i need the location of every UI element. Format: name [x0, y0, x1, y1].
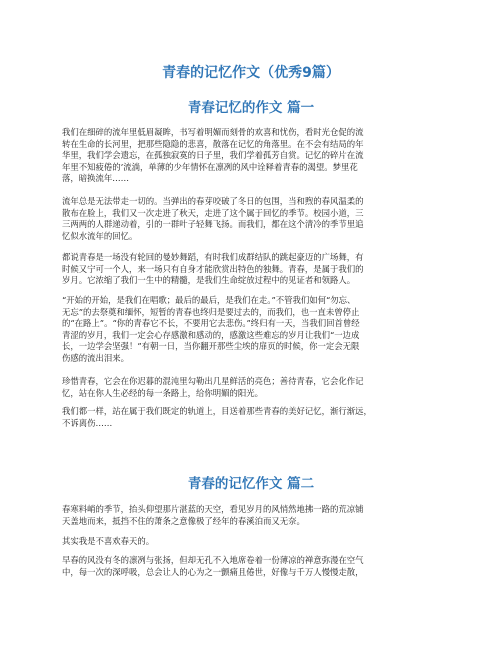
section-heading-1: 青春记忆的作文 篇一	[187, 100, 315, 116]
section-heading-2: 青春的记忆作文 篇二	[187, 476, 315, 492]
text-line: “开始的开始，是我们在唱歌；最后的最后，是我们在走。”不管我们如何“勿忘、	[62, 295, 356, 305]
text-line: 华里，我们学会遗忘，在孤独寂寞的日子里，我们学着孤芳自赏。记忆的碎片在流	[62, 150, 364, 160]
text-line: 无忘”的去祭奠和缅怀，短暂的青春也终归是要过去的，而我们，也一直未曾停止	[62, 306, 360, 317]
paragraph	[62, 127, 442, 185]
document-title: 青春的记忆作文（优秀9篇）	[162, 65, 340, 81]
text-line: 珍惜青春，它会在你迟暮的混沌里勾勒出几星鲜活的亮色；善待青春，它会化作记	[62, 376, 364, 386]
text-line: 长，一边学会坚强！”有朝一日，当你翻开那些尘埃的扉页的时候，你一定会无限	[62, 341, 360, 351]
paragraph	[62, 406, 442, 429]
text-line: 流年总是无法带走一切的。当弹出的春芽咬破了冬日的包围，当和煦的春风温柔的	[62, 196, 364, 206]
text-line: 我们都一样，站在属于我们既定的轨道上，目送着那些青春的美好记忆，渐行渐远，	[62, 406, 372, 416]
paragraph	[62, 555, 442, 578]
text-line: 春寒料峭的季节，抬头仰望那片湛蓝的天空，看见岁月的风悄然地拂一路的荒凉铺	[62, 504, 364, 514]
paragraph	[62, 504, 442, 527]
text-line: 散布在脸上，我们又一次走进了秋天，走进了这个属于回忆的季节。校园小道，三	[62, 207, 364, 218]
text-line: 岁月。它浓缩了我们一生中的精髓，是我们生命绽放过程中的见证者和领路人。	[62, 275, 356, 285]
text-line: 不诉离伤……	[62, 417, 113, 428]
paragraph	[62, 536, 442, 548]
text-line: 我们在细碎的流年里低眉凝眸，书写着明媚而刻骨的欢喜和忧伤，看时光仓促的流	[62, 127, 364, 137]
text-line: 早春的风没有冬的凛冽与张扬，但却无孔不入地席卷着一份薄凉的禅意弥漫在空气	[62, 555, 364, 565]
paragraph	[62, 252, 442, 287]
paragraph	[62, 376, 442, 399]
text-line: 天盖地而来，抵挡不住的萧条之意像极了经年的春溪泊而又无奈。	[62, 515, 305, 526]
text-line: 的“在路上”。“你的青春它不长，不要用它去悲伤。”终归有一天，当我们回首曾经	[62, 318, 360, 328]
paragraph	[62, 196, 442, 242]
text-line: 落，暗换流年……	[62, 173, 129, 183]
text-line: 中，每一次的深呼吸，总会让人的心为之一颤痛且倦世，好像与千万人慢慢走散，	[62, 566, 364, 577]
text-line: 时候又宁可一个人，来一场只有自身才能欣赏出特色的独舞。青春，是属于我们的	[62, 263, 364, 274]
text-line: 忆似水流年的回忆。	[62, 230, 138, 241]
text-line: 伤感的流出泪来。	[62, 352, 129, 363]
text-line: 三两两的人群递动着，引的一群叶子轻舞飞扬。而我们，都在这个清冷的季节里追	[62, 219, 364, 229]
text-line: 年里不知疲倦的’流淌，单薄的少年情怀在凛冽的风中诠释着青春的渴望。梦里花	[62, 161, 358, 172]
text-line: 转在生命的长河里，把那些隐隐的悲喜，散落在记忆的角落里。在不会有结局的年	[62, 138, 364, 149]
text-line: 忆，站在你人生必经的每一条路上，给你明媚的阳光。	[62, 387, 263, 398]
paragraph	[62, 295, 442, 364]
text-line: 其实我是不喜欢春天的。	[62, 536, 155, 546]
text-line: 青涩的岁月，我们一定会心存感激和感动的，感激这些难忘的岁月让我们“一边成	[62, 329, 360, 340]
text-line: 都说青春是一场没有轮回的曼妙舞蹈，有时我们成群结队的跳起豪迈的广场舞，有	[62, 252, 364, 262]
